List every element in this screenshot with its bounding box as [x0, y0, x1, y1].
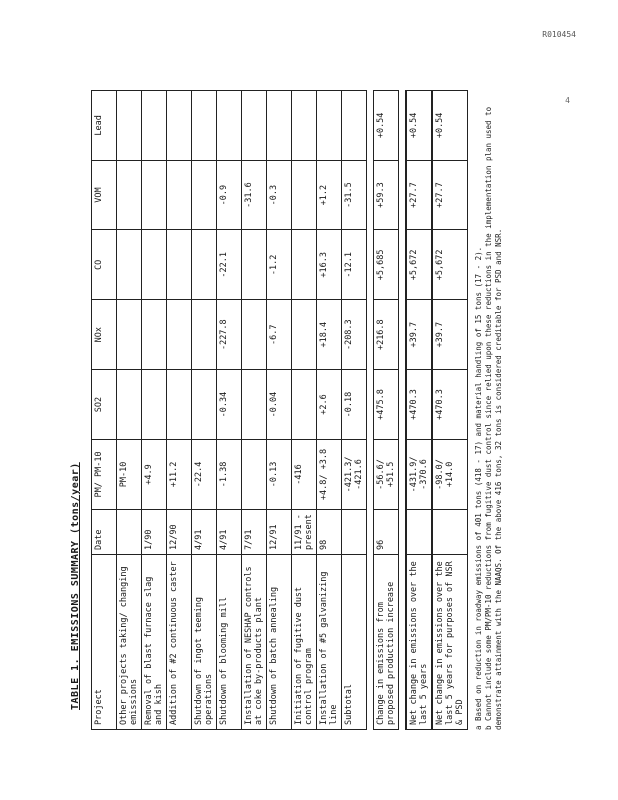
table-row: [317, 91, 342, 730]
table-cell-vom: -0.9: [217, 160, 242, 230]
table-cell-project: Other projects taking/ changing emissions: [117, 554, 142, 729]
table-cell-nox: -227.8: [217, 300, 242, 370]
table-cell-so2: [142, 370, 167, 440]
table-cell-vom: +27.7: [406, 160, 432, 230]
table-cell-so2: -0.04: [267, 370, 292, 440]
table-cell-pm: -56.6/ +51.5: [374, 439, 399, 509]
rotated-page-content: [70, 90, 550, 730]
table-cell-date: 4/91: [217, 509, 242, 554]
table-cell-vom: -0.3: [267, 160, 292, 230]
table-cell-pm: -0.13: [267, 439, 292, 509]
footnote-b: b Cannot include some PM/PM-10 reductions from fugitive dust control since relied upon these reductions in the implementation plan used to demonstrate attainment with the NAAQS. Of the above 416 tons, 32 tons is considered creditable for PSD and NSR.: [484, 106, 503, 730]
table-cell-co: [242, 230, 267, 300]
document-id: R010454: [542, 30, 576, 39]
table-cell-co: -1.2: [267, 230, 292, 300]
table-cell-lead: [317, 91, 342, 161]
table-cell-co: -22.1: [217, 230, 242, 300]
table-cell-co: +5,685: [374, 230, 399, 300]
table-cell-lead: [342, 91, 367, 161]
table-cell-pm: -416: [292, 439, 317, 509]
table-row: [142, 91, 167, 730]
table-cell-nox: +18.4: [317, 300, 342, 370]
separator-cell: [399, 91, 407, 730]
table-cell-co: [142, 230, 167, 300]
table-cell-vom: +59.3: [374, 160, 399, 230]
table-cell-vom: -31.5: [342, 160, 367, 230]
table-cell-co: +5,672: [432, 230, 468, 300]
table-cell-vom: -31.6: [242, 160, 267, 230]
table-cell-so2: [192, 370, 217, 440]
table-cell-pm: +4.8/ +3.8: [317, 439, 342, 509]
table-row: [217, 91, 242, 730]
table-cell-lead: [242, 91, 267, 161]
table-cell-project: Installation of NESHAP controls at coke by-products plant: [242, 554, 267, 729]
table-cell-so2: [292, 370, 317, 440]
table-cell-date: 11/91 - present: [292, 509, 317, 554]
table-cell-nox: -208.3: [342, 300, 367, 370]
table-cell-so2: [167, 370, 192, 440]
table-cell-pm: -98.0/ +14.0: [432, 439, 468, 509]
table-cell-project: Installation of #5 galvanizing line: [317, 554, 342, 729]
table-cell-co: [167, 230, 192, 300]
table-cell-so2: +470.3: [406, 370, 432, 440]
table-cell-lead: +0.54: [432, 91, 468, 161]
table-cell-project: Shutdown of blooming mill: [217, 554, 242, 729]
table-cell-project: Net change in emissions over the last 5 years for purposes of NSR & PSD: [432, 554, 468, 729]
column-header-co: CO: [92, 230, 117, 300]
table-cell-pm: PM-10: [117, 439, 142, 509]
table-row: [292, 91, 317, 730]
table-cell-lead: [217, 91, 242, 161]
column-header-date: Date: [92, 509, 117, 554]
table-cell-nox: +216.8: [374, 300, 399, 370]
table-row: [192, 91, 217, 730]
table-cell-lead: +0.54: [406, 91, 432, 161]
table-row: [167, 91, 192, 730]
table-cell-date: [342, 509, 367, 554]
table-cell-lead: [192, 91, 217, 161]
table-cell-lead: [142, 91, 167, 161]
column-header-lead: Lead: [92, 91, 117, 161]
table-row: [374, 91, 399, 730]
table-cell-co: [192, 230, 217, 300]
table-cell-co: [292, 230, 317, 300]
table-row: [267, 91, 292, 730]
table-cell-date: 12/90: [167, 509, 192, 554]
table-cell-pm: [242, 439, 267, 509]
table-cell-project: Change in emissions from proposed production increase: [374, 554, 399, 729]
table-cell-nox: [292, 300, 317, 370]
table-cell-date: 12/91: [267, 509, 292, 554]
table-cell-lead: [167, 91, 192, 161]
table-cell-pm: -22.4: [192, 439, 217, 509]
table-cell-date: [117, 509, 142, 554]
table-cell-so2: +470.3: [432, 370, 468, 440]
table-cell-vom: [192, 160, 217, 230]
table-cell-so2: -0.18: [342, 370, 367, 440]
table-cell-project: Removal of blast furnace slag and kish: [142, 554, 167, 729]
table-cell-so2: -0.34: [217, 370, 242, 440]
table-cell-so2: [242, 370, 267, 440]
table-cell-date: 7/91: [242, 509, 267, 554]
table-cell-lead: +0.54: [374, 91, 399, 161]
table-cell-vom: +1.2: [317, 160, 342, 230]
table-cell-project: Addition of #2 continuous caster: [167, 554, 192, 729]
table-cell-co: [117, 230, 142, 300]
table-cell-nox: [117, 300, 142, 370]
table-cell-so2: +475.8: [374, 370, 399, 440]
table-title: TABLE 1. EMISSIONS SUMMARY (tons/year): [70, 462, 81, 710]
table-cell-project: Shutdown of batch annealing: [267, 554, 292, 729]
table-cell-vom: +27.7: [432, 160, 468, 230]
table-cell-nox: [192, 300, 217, 370]
column-header-nox: NOx: [92, 300, 117, 370]
row-separator: [367, 91, 374, 730]
table-cell-nox: [167, 300, 192, 370]
table-cell-date: 98: [317, 509, 342, 554]
table-cell-vom: [292, 160, 317, 230]
table-cell-lead: [292, 91, 317, 161]
table-cell-so2: [117, 370, 142, 440]
table-cell-date: [406, 509, 432, 554]
table-cell-nox: +39.7: [406, 300, 432, 370]
column-header-project: Project: [92, 554, 117, 729]
table-cell-pm: -1.38: [217, 439, 242, 509]
table-cell-date: 4/91: [192, 509, 217, 554]
page-mark: 4: [565, 96, 570, 105]
table-cell-vom: [117, 160, 142, 230]
table-body: [117, 91, 468, 730]
table-row: [342, 91, 367, 730]
table-cell-lead: [267, 91, 292, 161]
table-row: [117, 91, 142, 730]
table-row: [406, 91, 432, 730]
table-cell-pm: -431.9/ -370.6: [406, 439, 432, 509]
table-cell-pm: +11.2: [167, 439, 192, 509]
table-row: [432, 91, 468, 730]
table-cell-co: +16.3: [317, 230, 342, 300]
table-cell-nox: [142, 300, 167, 370]
table-cell-lead: [117, 91, 142, 161]
column-header-vom: VOM: [92, 160, 117, 230]
table-cell-pm: +4.9: [142, 439, 167, 509]
table-cell-vom: [167, 160, 192, 230]
emissions-summary-table: [91, 90, 468, 730]
footnotes: [474, 90, 504, 730]
column-header-so2: SO2: [92, 370, 117, 440]
table-cell-co: +5,672: [406, 230, 432, 300]
table-cell-so2: +2.6: [317, 370, 342, 440]
table-row: [242, 91, 267, 730]
table-cell-nox: -6.7: [267, 300, 292, 370]
table-cell-project: Shutdown of ingot teeming operations: [192, 554, 217, 729]
table-cell-date: 1/90: [142, 509, 167, 554]
table-cell-nox: +39.7: [432, 300, 468, 370]
table-cell-date: 96: [374, 509, 399, 554]
table-cell-co: -12.1: [342, 230, 367, 300]
table-cell-date: [432, 509, 468, 554]
row-separator: [399, 91, 407, 730]
table-cell-project: Net change in emissions over the last 5 years: [406, 554, 432, 729]
table-header-row: [92, 91, 117, 730]
table-cell-project: Initiation of fugitive dust control program: [292, 554, 317, 729]
table-cell-vom: [142, 160, 167, 230]
table-cell-project: Subtotal: [342, 554, 367, 729]
table-cell-nox: [242, 300, 267, 370]
column-header-pm: PM/ PM-10: [92, 439, 117, 509]
footnote-a: a Based on reduction in roadway emissions of 401 tons (418 - 17) and material handling of 15 tons (17 - 2).: [474, 246, 483, 730]
separator-cell: [367, 91, 374, 730]
table-cell-pm: -421.3/ -421.6: [342, 439, 367, 509]
